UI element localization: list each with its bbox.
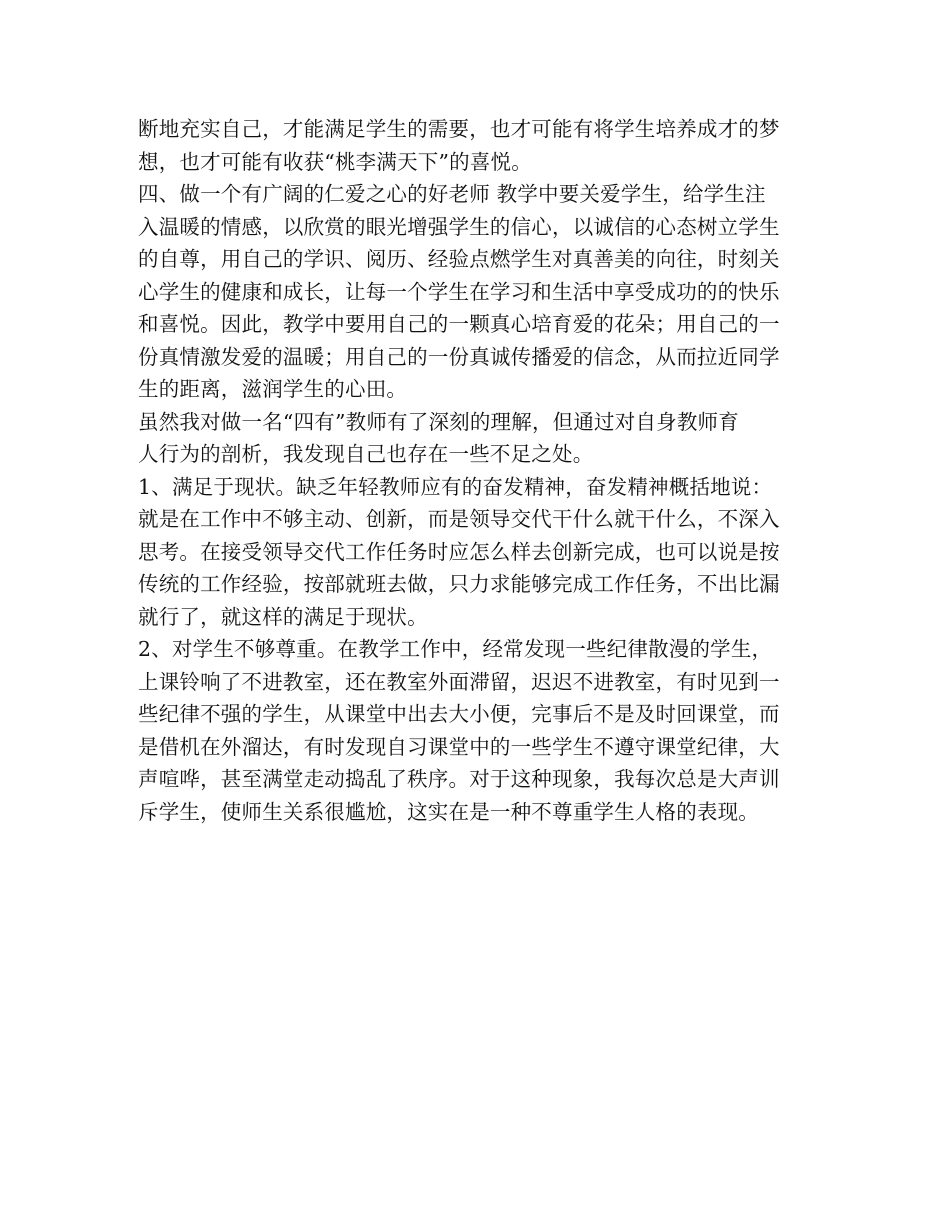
- text-line: 是借机在外溜达，有时发现自习课堂中的一些学生不遵守课堂纪律，大: [138, 734, 780, 759]
- list-item-line: 1、满足于现状。缺乏年轻教师应有的奋发精神，奋发精神概括地说：: [138, 474, 773, 499]
- text-line: 斥学生，使师生关系很尴尬，这实在是一种不尊重学生人格的表现。: [138, 799, 759, 824]
- text-line: 就行了，就这样的满足于现状。: [138, 604, 428, 629]
- text-line: 断地充实自己，才能满足学生的需要，也才可能有将学生培养成才的梦: [138, 117, 780, 141]
- text-line: 份真情激发爱的温暖；用自己的一份真诚传播爱的信念，从而拉近同学: [138, 344, 780, 369]
- text-line: 些纪律不强的学生，从课堂中出去大小便，完事后不是及时回课堂，而: [138, 702, 780, 726]
- text-line: 上课铃响了不进教室，还在教室外面滞留，迟迟不进教室，有时见到一: [138, 669, 780, 694]
- text-line: 思考。在接受领导交代工作任务时应怎么样去创新完成，也可以说是按: [138, 539, 780, 564]
- text-line: 虽然我对做一名“四有”教师有了深刻的理解，但通过对自身教师育: [138, 409, 739, 434]
- text-line: 想，也才可能有收获“桃李满天下”的喜悦。: [138, 149, 532, 174]
- text-line: 和喜悦。因此，教学中要用自己的一颗真心培育爱的花朵；用自己的一: [138, 312, 780, 336]
- text-line: 的自尊，用自己的学识、阅历、经验点燃学生对真善美的向往，时刻关: [138, 247, 780, 271]
- text-line: 生的距离，滋润学生的心田。: [138, 377, 408, 401]
- text-line: 人行为的剖析，我发现自己也存在一些不足之处。: [138, 442, 594, 466]
- list-item-line: 2、对学生不够尊重。在教学工作中，经常发现一些纪律散漫的学生，: [138, 637, 773, 661]
- text-line: 传统的工作经验，按部就班去做，只力求能够完成工作任务，不出比漏: [138, 572, 780, 596]
- text-line: 就是在工作中不够主动、创新，而是领导交代干什么就干什么，不深入: [138, 507, 780, 531]
- body-text: [138, 113, 818, 828]
- text-line: 入温暖的情感，以欣赏的眼光增强学生的信心，以诚信的心态树立学生: [138, 214, 780, 239]
- section-heading-line: 四、做一个有广阔的仁爱之心的好老师 教学中要关爱学生，给学生注: [138, 182, 766, 206]
- text-line: 声喧哗，甚至满堂走动捣乱了秩序。对于这种现象，我每次总是大声训: [138, 767, 780, 791]
- text-line: 心学生的健康和成长，让每一个学生在学习和生活中享受成功的的快乐: [138, 279, 780, 304]
